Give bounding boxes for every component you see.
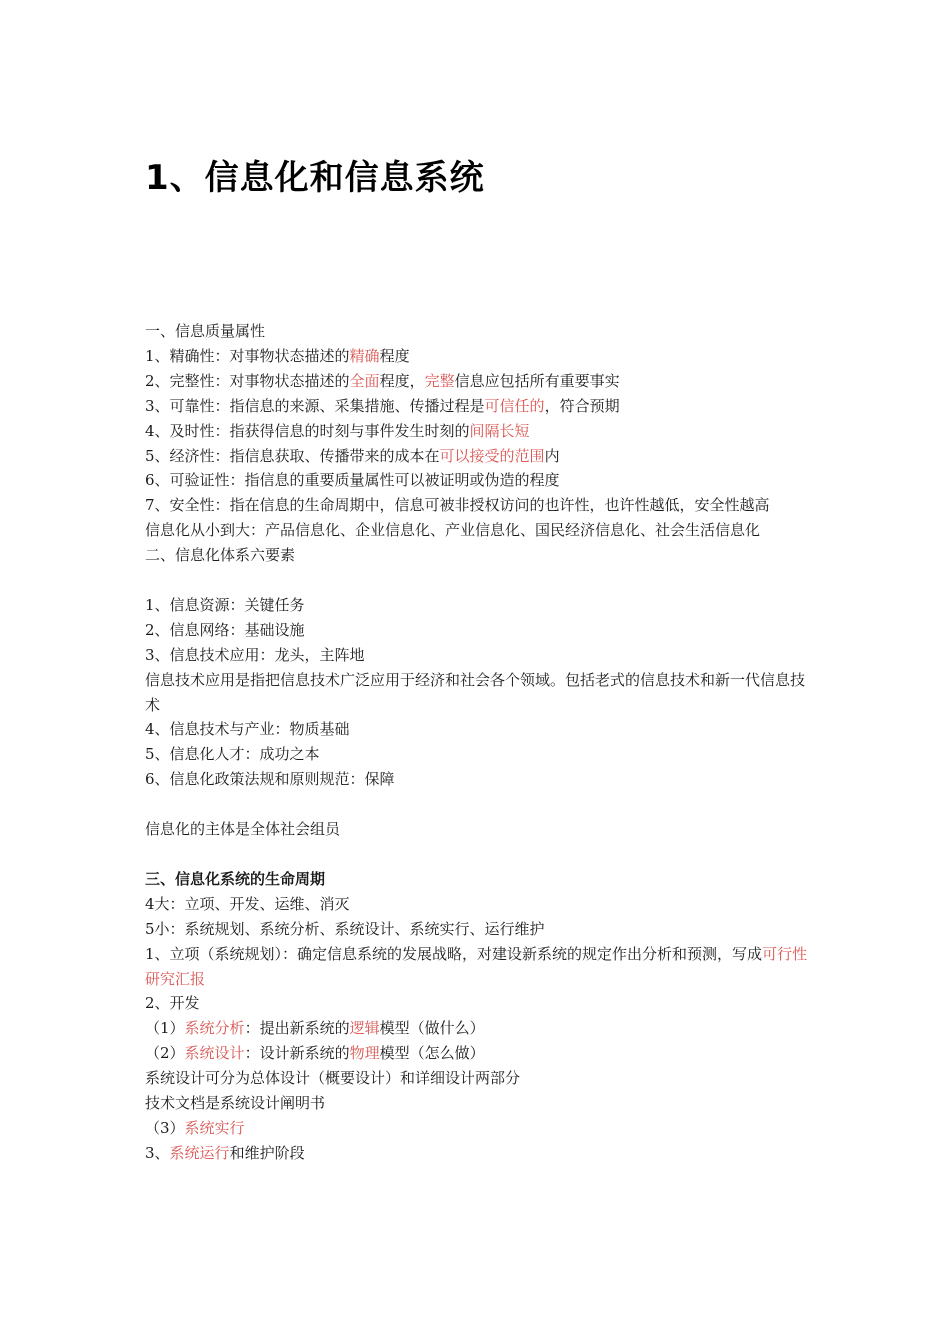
section-heading bbox=[145, 867, 810, 892]
text-line bbox=[145, 593, 810, 618]
highlight-text: 系统实行 bbox=[184, 1118, 245, 1137]
highlight-text: 完整 bbox=[424, 371, 455, 390]
plain-text: 技术文档是系统设计阐明书 bbox=[145, 1094, 326, 1113]
plain-text: 一、信息质量属性 bbox=[145, 322, 266, 340]
text-line bbox=[145, 991, 810, 1016]
text-line bbox=[145, 319, 810, 344]
plain-text: 4大：立项、开发、运维、消灭 bbox=[145, 894, 350, 913]
plain-text: 和维护阶段 bbox=[229, 1143, 305, 1162]
plain-text: 信息应包括所有重要事实 bbox=[454, 371, 620, 390]
text-line bbox=[145, 717, 810, 742]
plain-text: 3、信息技术应用：龙头，主阵地 bbox=[145, 645, 365, 664]
text-line bbox=[145, 369, 810, 394]
highlight-text: 可以接受的范围 bbox=[439, 446, 545, 465]
plain-text: 4、及时性：指获得信息的时刻与事件发生时刻的 bbox=[145, 421, 470, 440]
plain-text: （1） bbox=[145, 1019, 185, 1038]
text-line bbox=[145, 942, 810, 992]
text-line bbox=[145, 917, 810, 942]
text-line bbox=[145, 518, 810, 543]
text-line bbox=[145, 767, 810, 792]
plain-text: 二、信息化体系六要素 bbox=[145, 546, 296, 565]
text-line bbox=[145, 493, 810, 518]
plain-text: ：提出新系统的 bbox=[244, 1019, 350, 1038]
plain-text: 模型（做什么） bbox=[379, 1019, 485, 1038]
plain-text: 1、精确性：对事物状态描述的 bbox=[145, 346, 350, 365]
plain-text: 3、 bbox=[145, 1143, 170, 1162]
highlight-text: 系统运行 bbox=[169, 1143, 230, 1162]
text-line bbox=[145, 842, 810, 867]
highlight-text: 逻辑 bbox=[349, 1019, 380, 1038]
highlight-text: 可信任的 bbox=[484, 396, 545, 415]
plain-text: 信息化的主体是全体社会组员 bbox=[145, 820, 341, 839]
plain-text: 5小：系统规划、系统分析、系统设计、系统实行、运行维护 bbox=[145, 919, 545, 938]
highlight-text: 物理 bbox=[349, 1044, 380, 1063]
text-line bbox=[145, 1041, 810, 1066]
plain-text: 内 bbox=[544, 446, 560, 465]
text-line bbox=[145, 344, 810, 369]
plain-text: 信息技术应用是指把信息技术广泛应用于经济和社会各个领域。包括老式的信息技术和新一代信息技术 bbox=[145, 670, 806, 714]
plain-text: 6、可验证性：指信息的重要质量属性可以被证明或伪造的程度 bbox=[145, 471, 560, 490]
document-body bbox=[145, 319, 810, 1166]
highlight-text: 可行性研究汇报 bbox=[145, 944, 808, 988]
text-line bbox=[145, 643, 810, 668]
plain-text: 信息化从小到大：产品信息化、企业信息化、产业信息化、国民经济信息化、社会生活信息化 bbox=[145, 521, 761, 540]
plain-text: ：设计新系统的 bbox=[244, 1044, 350, 1063]
plain-text: 5、信息化人才：成功之本 bbox=[145, 745, 320, 764]
plain-text: （3） bbox=[145, 1118, 185, 1137]
text-line bbox=[145, 742, 810, 767]
text-line bbox=[145, 543, 810, 568]
text-line bbox=[145, 419, 810, 444]
plain-text: 三、信息化系统的生命周期 bbox=[145, 869, 326, 888]
text-line bbox=[145, 1016, 810, 1041]
plain-text: （2） bbox=[145, 1044, 185, 1063]
text-line bbox=[145, 1091, 810, 1116]
text-line bbox=[145, 1066, 810, 1091]
highlight-text: 系统设计 bbox=[184, 1044, 245, 1063]
plain-text: 1、立项（系统规划）：确定信息系统的发展战略，对建设新系统的规定作出分析和预测，写成 bbox=[145, 944, 763, 963]
plain-text: 5、经济性：指信息获取、传播带来的成本在 bbox=[145, 446, 440, 465]
text-line bbox=[145, 444, 810, 469]
highlight-text: 精确 bbox=[349, 346, 380, 365]
plain-text: 6、信息化政策法规和原则规范：保障 bbox=[145, 770, 395, 789]
plain-text: 模型（怎么做） bbox=[379, 1044, 485, 1063]
text-line bbox=[145, 792, 810, 817]
text-line bbox=[145, 468, 810, 493]
text-line bbox=[145, 817, 810, 842]
text-line bbox=[145, 568, 810, 593]
text-line bbox=[145, 668, 810, 718]
plain-text: 2、完整性：对事物状态描述的 bbox=[145, 371, 350, 390]
plain-text: 程度 bbox=[379, 346, 410, 365]
highlight-text: 间隔长短 bbox=[469, 421, 530, 440]
highlight-text: 系统分析 bbox=[184, 1019, 245, 1038]
plain-text: 3、可靠性：指信息的来源、采集措施、传播过程是 bbox=[145, 396, 485, 415]
text-line bbox=[145, 1141, 810, 1166]
plain-text: 程度， bbox=[379, 371, 425, 390]
plain-text: ，符合预期 bbox=[544, 396, 620, 415]
text-line bbox=[145, 394, 810, 419]
plain-text: 系统设计可分为总体设计（概要设计）和详细设计两部分 bbox=[145, 1069, 521, 1088]
text-line bbox=[145, 618, 810, 643]
plain-text: 7、安全性：指在信息的生命周期中，信息可被非授权访问的也许性，也许性越低，安全性越高 bbox=[145, 496, 770, 515]
plain-text: 2、开发 bbox=[145, 994, 200, 1013]
plain-text: 4、信息技术与产业：物质基础 bbox=[145, 720, 350, 739]
plain-text: 2、信息网络：基础设施 bbox=[145, 620, 305, 639]
page-title: 1、信息化和信息系统 bbox=[145, 158, 485, 198]
text-line bbox=[145, 1116, 810, 1141]
plain-text: 1、信息资源：关键任务 bbox=[145, 595, 305, 614]
highlight-text: 全面 bbox=[349, 371, 380, 390]
text-line bbox=[145, 892, 810, 917]
